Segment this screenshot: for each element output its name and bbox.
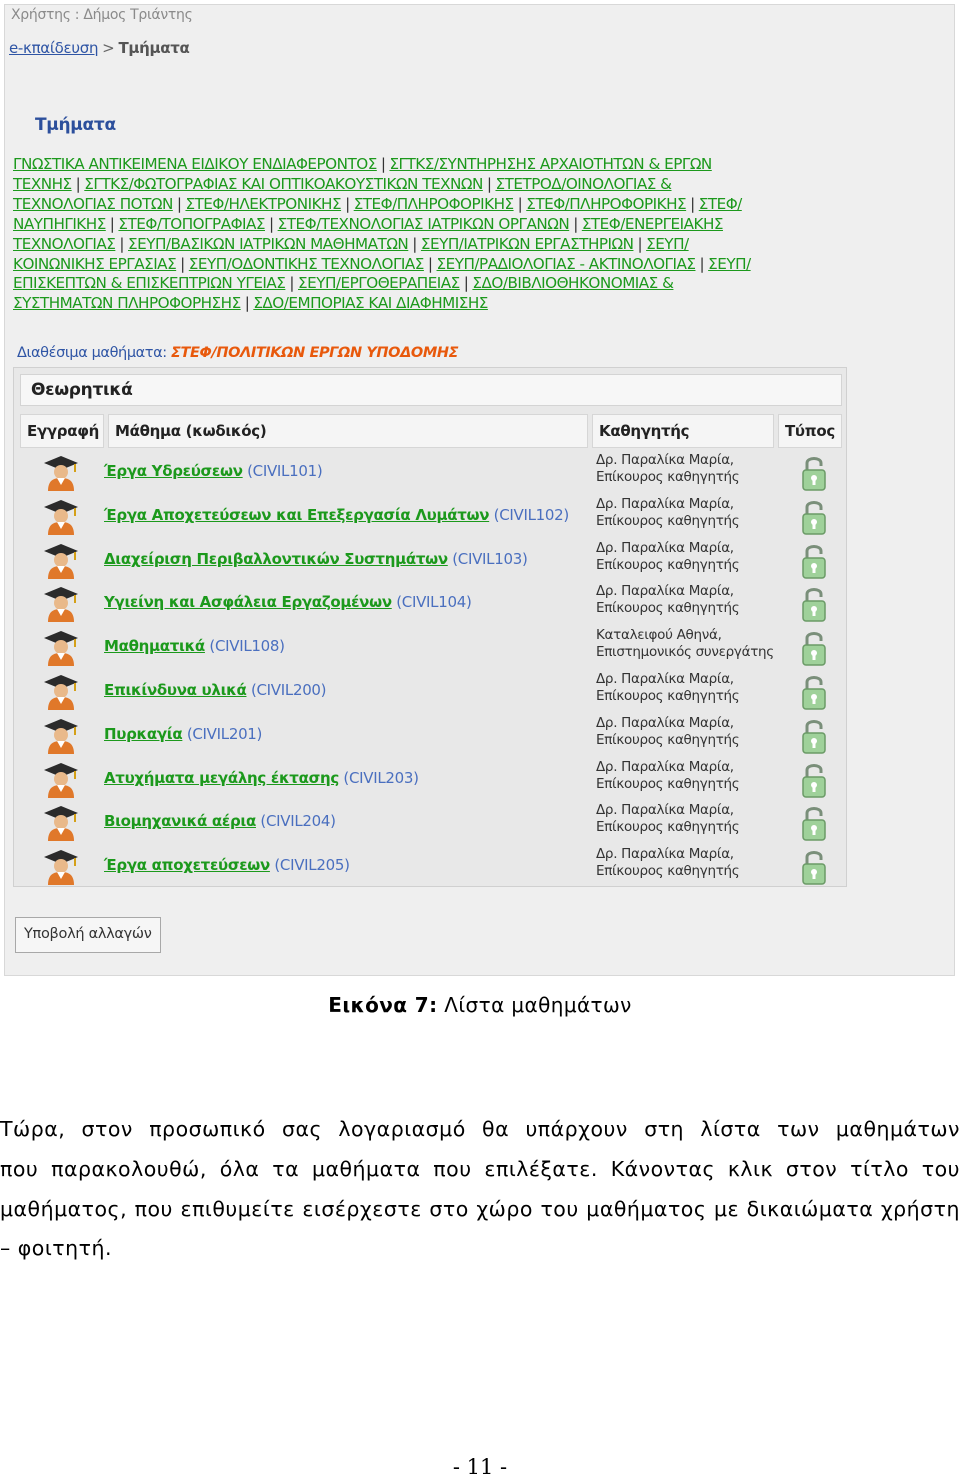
teacher-cell (596, 627, 774, 661)
department-line (13, 255, 851, 275)
student-graduate-icon[interactable] (42, 542, 80, 580)
teacher-role: Επίκουρος καθηγητής (596, 512, 740, 529)
open-padlock-icon (801, 761, 827, 799)
teacher-cell (596, 671, 739, 705)
teacher-name: Δρ. Παραλίκα Μαρία, (596, 495, 734, 512)
paragraph-line: Τώρα, στον προσωπικό σας λογαριασμό θα υπάρχουν στη λίστα των μαθημάτων (0, 1117, 960, 1141)
teacher-role: Επίκουρος καθηγητής (596, 469, 740, 485)
figure-caption (0, 993, 960, 1017)
student-graduate-icon[interactable] (42, 717, 80, 755)
open-padlock-icon (801, 585, 827, 623)
column-teacher: Καθηγητής (592, 414, 774, 448)
course-title-link[interactable]: Έργα Αποχετεύσεων και Επεξεργασία Λυμάτων (104, 505, 490, 524)
teacher-name: Δρ. Παραλίκα Μαρία, (596, 583, 734, 600)
table-row (14, 627, 848, 671)
table-row (14, 846, 848, 890)
teacher-name: Δρ. Παραλίκα Μαρία, (596, 452, 734, 468)
department-line (13, 175, 851, 195)
open-padlock-icon (801, 542, 827, 580)
department-line (13, 195, 851, 215)
department-separator: | (486, 174, 492, 193)
course-cell (104, 769, 419, 787)
course-cell (104, 462, 322, 480)
department-separator: | (109, 214, 115, 233)
paragraph-line: που παρακολουθώ, όλα τα μαθήματα που επιλέξατε. Κάνοντας κλικ στον τίτλο του (0, 1156, 960, 1181)
teacher-cell (596, 715, 739, 749)
department-separator: | (345, 194, 350, 213)
course-title-link[interactable]: Ατυχήματα μεγάλης έκτασης (104, 768, 339, 787)
department-separator: | (463, 274, 469, 293)
department-link[interactable]: ΣΕΥΠ/ΟΔΟΝΤΙΚΗΣ ΤΕΧΝΟΛΟΓΙΑΣ (188, 254, 424, 273)
department-separator: | (412, 234, 417, 253)
column-course: Μάθημα (κωδικός) (108, 414, 588, 448)
open-padlock-icon (801, 717, 827, 755)
teacher-role: Επίκουρος καθηγητής (596, 688, 740, 704)
group-title: Θεωρητικά (20, 374, 842, 406)
department-link[interactable]: ΣΕΥΠ/ΡΑΔΙΟΛΟΓΙΑΣ - ΑΚΤΙΝΟΛΟΓΙΑΣ (436, 254, 696, 273)
teacher-name: Δρ. Παραλίκα Μαρία, (596, 671, 734, 687)
course-code: (CIVIL201) (182, 724, 263, 743)
course-title-link[interactable]: Έργα αποχετεύσεων (104, 856, 270, 875)
department-separator: | (637, 234, 643, 253)
department-link[interactable]: ΓΝΩΣΤΙΚΑ ΑΝΤΙΚΕΙΜΕΝΑ ΕΙΔΙΚΟΥ ΕΝΔΙΑΦΕΡΟΝΤΟΣ (13, 155, 377, 173)
course-code: (CIVIL203) (338, 768, 419, 787)
caption-label: Εικόνα 7: (328, 993, 438, 1017)
course-cell (104, 550, 528, 568)
paragraph-line: – φοιτητή. (0, 1236, 112, 1261)
department-line (13, 215, 851, 235)
department-link[interactable]: ΣΓΤΚΣ/ΦΩΤΟΓΡΑΦΙΑΣ ΚΑΙ ΟΠΤΙΚΟΑΚΟΥΣΤΙΚΩΝ ΤΕΧΝΩΝ (84, 174, 483, 193)
table-row (14, 671, 848, 715)
breadcrumb (5, 37, 954, 65)
department-separator: | (119, 234, 124, 253)
open-padlock-icon (801, 454, 827, 492)
table-header (20, 414, 842, 448)
open-padlock-icon (801, 629, 827, 667)
department-link[interactable]: ΣΤΕΦ/ΠΛΗΡΟΦΟΡΙΚΗΣ (526, 194, 687, 213)
teacher-name: Δρ. Παραλίκα Μαρία, (596, 714, 734, 731)
table-row (14, 452, 848, 496)
open-padlock-icon (801, 498, 827, 536)
teacher-role: Επίκουρος καθηγητής (596, 731, 740, 748)
department-separator: | (75, 174, 81, 193)
student-graduate-icon[interactable] (42, 629, 80, 667)
department-separator: | (690, 194, 695, 213)
department-line (13, 274, 851, 294)
department-link[interactable]: ΣΤΕΤΡΟΔ/ΟΙΝΟΛΟΓΙΑΣ & (495, 174, 672, 193)
department-link[interactable]: ΣΤΕΦ/ (698, 194, 742, 213)
course-code: (CIVIL103) (447, 549, 528, 568)
teacher-role: Επιστημονικός συνεργάτης (596, 644, 774, 661)
department-separator: | (289, 274, 295, 293)
department-link[interactable]: ΚΟΙΝΩΝΙΚΗΣ ΕΡΓΑΣΙΑΣ (13, 254, 177, 273)
user-bar: Χρήστης : Δήμος Τριάντης (11, 7, 193, 23)
department-separator: | (573, 214, 578, 233)
table-row (14, 802, 848, 846)
course-code: (CIVIL108) (204, 637, 285, 656)
department-separator: | (269, 214, 274, 233)
column-enroll: Εγγραφή (20, 414, 104, 448)
course-title-link[interactable]: Μαθηματικά (104, 637, 205, 656)
department-link[interactable]: ΣΤΕΦ/ΠΛΗΡΟΦΟΡΙΚΗΣ (353, 194, 514, 213)
department-link[interactable]: ΣΤΕΦ/ΕΝΕΡΓΕΙΑΚΗΣ (581, 214, 723, 233)
department-link[interactable]: ΣΤΕΦ/ΗΛΕΚΤΡΟΝΙΚΗΣ (185, 194, 342, 213)
department-link[interactable]: ΣΕΥΠ/ (646, 234, 689, 253)
submit-changes-button[interactable]: Υποβολή αλλαγών (15, 917, 161, 953)
course-title-link[interactable]: Επικίνδυνα υλικά (104, 681, 247, 699)
course-cell (104, 812, 336, 830)
caption-text: Λίστα μαθημάτων (444, 993, 632, 1017)
table-row (14, 583, 848, 627)
course-title-link[interactable]: Πυρκαγία (104, 724, 183, 743)
teacher-role: Επίκουρος καθηγητής (596, 600, 740, 617)
teacher-cell (596, 496, 739, 530)
course-title-link[interactable]: Έργα Υδρεύσεων (104, 462, 243, 480)
department-link[interactable]: ΣΥΣΤΗΜΑΤΩΝ ΠΛΗΡΟΦΟΡΗΣΗΣ (13, 294, 241, 313)
department-link[interactable]: ΤΕΧΝΟΛΟΓΙΑΣ ΠΟΤΩΝ (13, 194, 173, 213)
course-title-link[interactable]: Υγιείνη και Ασφάλεια Εργαζομένων (104, 593, 392, 612)
course-cell (104, 856, 350, 874)
department-link[interactable]: ΤΕΧΝΗΣ (13, 174, 72, 193)
available-courses-label: Διαθέσιμα μαθήματα: (17, 345, 167, 361)
department-link[interactable]: ΣΤΕΦ/ΤΕΧΝΟΛΟΓΙΑΣ ΙΑΤΡΙΚΩΝ ΟΡΓΑΝΩΝ (277, 214, 570, 233)
teacher-name: Δρ. Παραλίκα Μαρία, (596, 846, 734, 863)
breadcrumb-current: Τμήματα (118, 39, 190, 57)
teacher-cell (596, 583, 739, 617)
table-row (14, 715, 848, 759)
teacher-name: Δρ. Παραλίκα Μαρία, (596, 539, 734, 556)
department-separator: | (176, 194, 182, 213)
department-link[interactable]: ΤΕΧΝΟΛΟΓΙΑΣ (13, 234, 116, 253)
course-title-link[interactable]: Διαχείριση Περιβαλλοντικών Συστημάτων (104, 549, 448, 568)
teacher-role: Επίκουρος καθηγητής (596, 775, 740, 792)
student-graduate-icon[interactable] (42, 804, 80, 842)
breadcrumb-home-link[interactable]: e-κπαίδευση (9, 39, 99, 57)
course-code: (CIVIL104) (391, 593, 472, 612)
course-code: (CIVIL204) (255, 812, 336, 831)
breadcrumb-separator: > (102, 39, 115, 57)
department-link[interactable]: ΣΕΥΠ/ΕΡΓΟΘΕΡΑΠΕΙΑΣ (298, 274, 460, 293)
department-link[interactable]: ΣΤΕΦ/ΤΟΠΟΓΡΑΦΙΑΣ (118, 214, 265, 233)
course-cell (104, 725, 262, 743)
open-padlock-icon (801, 673, 827, 711)
screenshot-frame (4, 4, 955, 976)
course-cell (104, 593, 472, 611)
department-separator: | (180, 254, 185, 273)
student-graduate-icon[interactable] (42, 454, 80, 492)
table-row (14, 540, 848, 584)
department-line (13, 294, 851, 314)
department-list (13, 155, 851, 314)
course-code: (CIVIL102) (489, 505, 569, 524)
course-cell (104, 681, 326, 699)
department-link[interactable]: ΣΓΤΚΣ/ΣΥΝΤΗΡΗΣΗΣ ΑΡΧΑΙΟΤΗΤΩΝ & ΕΡΓΩΝ (389, 155, 712, 173)
student-graduate-icon[interactable] (42, 585, 80, 623)
department-separator: | (699, 254, 705, 273)
teacher-role: Επίκουρος καθηγητής (596, 819, 740, 836)
department-line (13, 155, 851, 175)
teacher-cell (596, 540, 739, 574)
teacher-cell (596, 802, 739, 836)
open-padlock-icon (801, 848, 827, 886)
department-link[interactable]: ΣΕΥΠ/ΙΑΤΡΙΚΩΝ ΕΡΓΑΣΤΗΡΙΩΝ (420, 234, 634, 253)
teacher-name: Καταλειφού Αθηνά, (596, 627, 722, 644)
teacher-name: Δρ. Παραλίκα Μαρία, (596, 758, 734, 775)
department-separator: | (517, 194, 523, 213)
department-separator: | (427, 254, 433, 273)
teacher-role: Επίκουρος καθηγητής (596, 863, 740, 880)
course-code: (CIVIL200) (246, 681, 327, 699)
body-paragraph (0, 1110, 960, 1269)
course-cell (104, 506, 569, 524)
teacher-name: Δρ. Παραλίκα Μαρία, (596, 802, 734, 819)
paragraph-line: μαθήματος, που επιθυμείτε εισέρχεστε στο χώρο του μαθήματος με δικαιώματα χρήστη (0, 1196, 960, 1221)
department-link[interactable]: ΕΠΙΣΚΕΠΤΩΝ & ΕΠΙΣΚΕΠΤΡΙΩΝ ΥΓΕΙΑΣ (13, 274, 286, 293)
available-courses-department: ΣΤΕΦ/ΠΟΛΙΤΙΚΩΝ ΕΡΓΩΝ ΥΠΟΔΟΜΗΣ (171, 345, 459, 361)
teacher-cell (596, 452, 739, 486)
teacher-cell (596, 759, 739, 793)
student-graduate-icon[interactable] (42, 673, 80, 711)
open-padlock-icon (801, 804, 827, 842)
course-cell (104, 637, 285, 655)
page-number: - 11 - (452, 1455, 508, 1479)
department-link[interactable]: ΣΕΥΠ/ (708, 254, 751, 273)
column-type: Τύπος (778, 414, 842, 448)
department-separator: | (244, 294, 250, 313)
page-title: Τμήματα (35, 115, 116, 135)
course-code: (CIVIL101) (242, 462, 323, 480)
department-link[interactable]: ΣΕΥΠ/ΒΑΣΙΚΩΝ ΙΑΤΡΙΚΩΝ ΜΑΘΗΜΑΤΩΝ (128, 234, 409, 253)
course-code: (CIVIL205) (269, 856, 350, 875)
department-separator: | (380, 155, 386, 173)
student-graduate-icon[interactable] (42, 761, 80, 799)
department-line (13, 235, 851, 255)
courses-panel (13, 367, 847, 887)
teacher-cell (596, 846, 739, 880)
table-row (14, 496, 848, 540)
course-title-link[interactable]: Βιομηχανικά αέρια (104, 812, 256, 831)
student-graduate-icon[interactable] (42, 498, 80, 536)
department-link[interactable]: ΝΑΥΠΗΓΙΚΗΣ (13, 214, 106, 233)
teacher-role: Επίκουρος καθηγητής (596, 556, 740, 573)
student-graduate-icon[interactable] (42, 848, 80, 886)
available-courses-heading (17, 345, 458, 361)
table-row (14, 759, 848, 803)
department-link[interactable]: ΣΔΟ/ΕΜΠΟΡΙΑΣ ΚΑΙ ΔΙΑΦΗΜΙΣΗΣ (253, 294, 488, 313)
department-link[interactable]: ΣΔΟ/ΒΙΒΛΙΟΘΗΚΟΝΟΜΙΑΣ & (472, 274, 674, 293)
